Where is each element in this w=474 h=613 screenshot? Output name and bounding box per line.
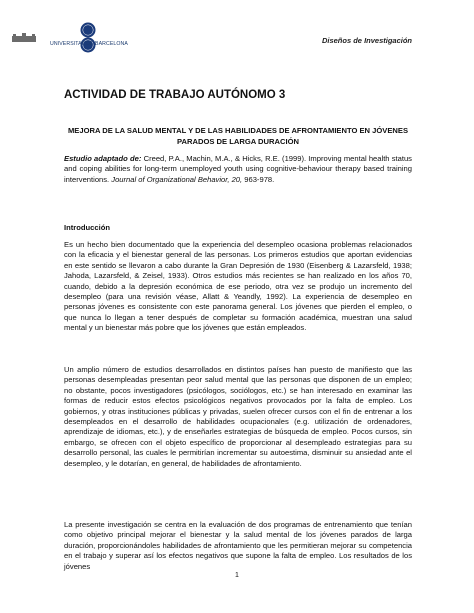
- institution-name: UNIVERSITAT DE BARCELONA: [50, 41, 128, 47]
- reference-journal: Journal of Organizational Behavior, 20,: [111, 174, 243, 184]
- reference-pages: 963-978.: [242, 174, 275, 184]
- reference-authors: Creed, P.A., Machin, M.A., & Hicks, R.E. (1999). Improving mental health status and coping abilities for long-term unemployed youth using cognitive-behaviour therapy based training interventions.: [64, 154, 412, 184]
- section-heading: Introducción: [64, 223, 110, 232]
- ub-emblem-icon: [81, 23, 96, 53]
- reference: [64, 154, 412, 185]
- reference-lead: Estudio adaptado de:: [64, 154, 142, 163]
- paragraph: Un amplio número de estudios desarrollados en distintos países han puesto de manifiesto que las personas desempleadas presentan peor salud mental que las personas que disponen de un empleo; no obstante, pocos investigadores (psicólogos, sociólogos, etc.) se han interesado en examinar las formas de reducir estos efectos psicológicos negativos provocados por la falta de empleo. Los gobiernos, y otras instituciones públicas y privadas, suelen ofrecer cursos con el fin de entrenar a los desempleados en el desarrollo de habilidades ocupacionales (e.g. utilización de ordenadores, aprendizaje de idiomas, etc.), y de enseñarles estrategias de búsqueda de empleo. Pocos cursos, sin embargo, se ofrecen con el objeto específico de proporcionar al desempleado estrategias para su desarrollo personal, las cuales le permitirían incrementar su autoestima, disminuir su ansiedad ante el desempleo, y le dotarían, en general, de habilidades de afrontamiento.: [64, 365, 412, 468]
- page-number: 1: [235, 572, 239, 579]
- document-subtitle: MEJORA DE LA SALUD MENTAL Y DE LAS HABILIDADES DE AFRONTAMIENTO EN JÓVENES PARADOS DE LARGA DURACIÓN: [67, 126, 409, 146]
- running-title: Diseños de Investigación: [321, 36, 412, 45]
- paragraph: La presente investigación se centra en la evaluación de dos programas de entrenamiento que tenían como objetivo principal mejorar el bienestar y la salud mental de los jóvenes parados de larga duración, proporcionándoles habilidades de afrontamiento que les permitieran mejorar su competencia en el trabajo y superar así los efectos negativos que supone la falta de empleo. Los resultados de los jóvenes: [64, 520, 412, 571]
- building-icon: [12, 33, 36, 42]
- page-title: ACTIVIDAD DE TRABAJO AUTÓNOMO 3: [64, 89, 286, 101]
- paragraph: Es un hecho bien documentado que la experiencia del desempleo ocasiona problemas relacionados con la eficacia y el bienestar general de las personas. Los primeros estudios que aportan evidencias en este sentido se llevaron a cabo durante la Gran Depresión de 1930 (Eisenberg & Lazarsfeld, 1938; Jahoda, Lazarsfeld, & Zeisel, 1933). Otros estudios más recientes se han realizado en los años 70, cuando, debido a la depresión económica de ese periodo, otra vez se produjo un incremento del desempleo (para una revisión véase, Allatt & Yeandly, 1992). La experiencia de desempleo en personas jóvenes es consistente con este panorama general. Los jóvenes que pierden el empleo, o que nunca lo llegan a tener después de completar su formación académica, muestran una salud mental y un bienestar más pobre que los jóvenes que están empleados.: [64, 240, 412, 333]
